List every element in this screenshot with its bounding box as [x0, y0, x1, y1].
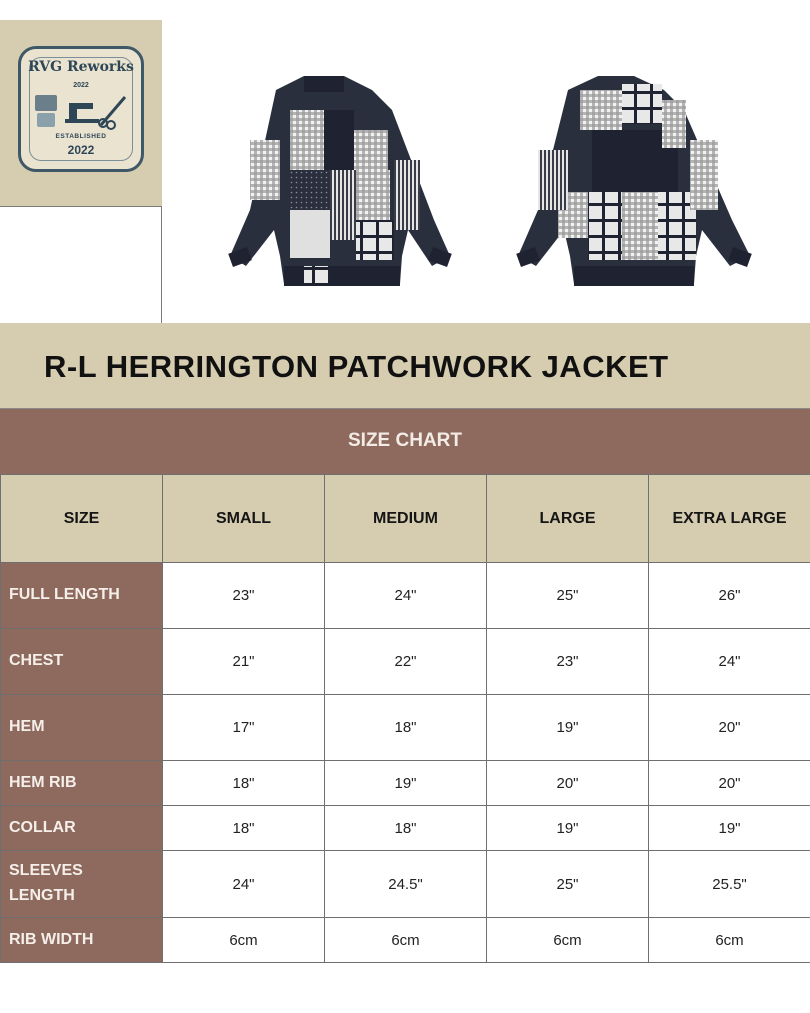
- table-cell: 6cm: [649, 918, 810, 963]
- table-cell: 19": [649, 806, 810, 851]
- table-cell: 25": [487, 563, 649, 629]
- brand-established-label: ESTABLISHED: [55, 133, 107, 140]
- table-cell: 24": [649, 629, 810, 695]
- jacket-photos: [162, 20, 810, 323]
- table-cell: 17": [163, 695, 325, 761]
- table-row: [1, 851, 810, 918]
- jacket-front-image: [194, 70, 474, 302]
- table-cell: 6cm: [487, 918, 649, 963]
- table-row: [1, 918, 810, 963]
- table-cell: 24.5": [325, 851, 487, 918]
- table-cell: 6cm: [325, 918, 487, 963]
- column-header: MEDIUM: [325, 475, 487, 563]
- row-label: COLLAR: [1, 806, 163, 851]
- size-chart-heading: SIZE CHART: [348, 430, 462, 451]
- table-cell: 23": [163, 563, 325, 629]
- brand-year-top: 2022: [73, 82, 89, 89]
- row-label: RIB WIDTH: [1, 918, 163, 963]
- column-header: SIZE: [1, 475, 163, 563]
- row-label: HEM RIB: [1, 761, 163, 806]
- table-row: [1, 761, 810, 806]
- column-header: SMALL: [163, 475, 325, 563]
- title-band: [0, 323, 810, 408]
- jacket-back-image: [484, 70, 764, 302]
- blank-cell: [0, 206, 162, 323]
- sewing-machine-icon: [31, 89, 131, 133]
- table-cell: 18": [325, 806, 487, 851]
- product-title: R-L HERRINGTON PATCHWORK JACKET: [44, 349, 669, 384]
- column-header: LARGE: [487, 475, 649, 563]
- row-label: CHEST: [1, 629, 163, 695]
- brand-year: 2022: [67, 143, 95, 157]
- table-cell: 18": [325, 695, 487, 761]
- table-row: [1, 629, 810, 695]
- table-row: [1, 563, 810, 629]
- table-row: [1, 695, 810, 761]
- table-cell: 18": [163, 761, 325, 806]
- row-label: HEM: [1, 695, 163, 761]
- table-row: [1, 806, 810, 851]
- size-chart-heading-band: [0, 408, 810, 474]
- table-cell: 20": [649, 695, 810, 761]
- table-cell: 23": [487, 629, 649, 695]
- size-chart-table: [0, 474, 810, 963]
- table-cell: 21": [163, 629, 325, 695]
- table-cell: 6cm: [163, 918, 325, 963]
- column-header: EXTRA LARGE: [649, 475, 810, 563]
- product-images-section: [0, 20, 810, 323]
- table-cell: 18": [163, 806, 325, 851]
- table-cell: 25": [487, 851, 649, 918]
- table-cell: 20": [487, 761, 649, 806]
- table-cell: 26": [649, 563, 810, 629]
- table-cell: 22": [325, 629, 487, 695]
- brand-badge: [18, 46, 144, 172]
- table-cell: 19": [325, 761, 487, 806]
- brand-name: RVG Reworks: [28, 59, 134, 75]
- table-cell: 20": [649, 761, 810, 806]
- table-cell: 19": [487, 695, 649, 761]
- table-cell: 24": [163, 851, 325, 918]
- row-label: FULL LENGTH: [1, 563, 163, 629]
- table-cell: 25.5": [649, 851, 810, 918]
- table-header-row: [1, 475, 810, 563]
- brand-logo-cell: [0, 20, 162, 206]
- row-label: SLEEVES LENGTH: [1, 851, 163, 918]
- table-cell: 24": [325, 563, 487, 629]
- table-cell: 19": [487, 806, 649, 851]
